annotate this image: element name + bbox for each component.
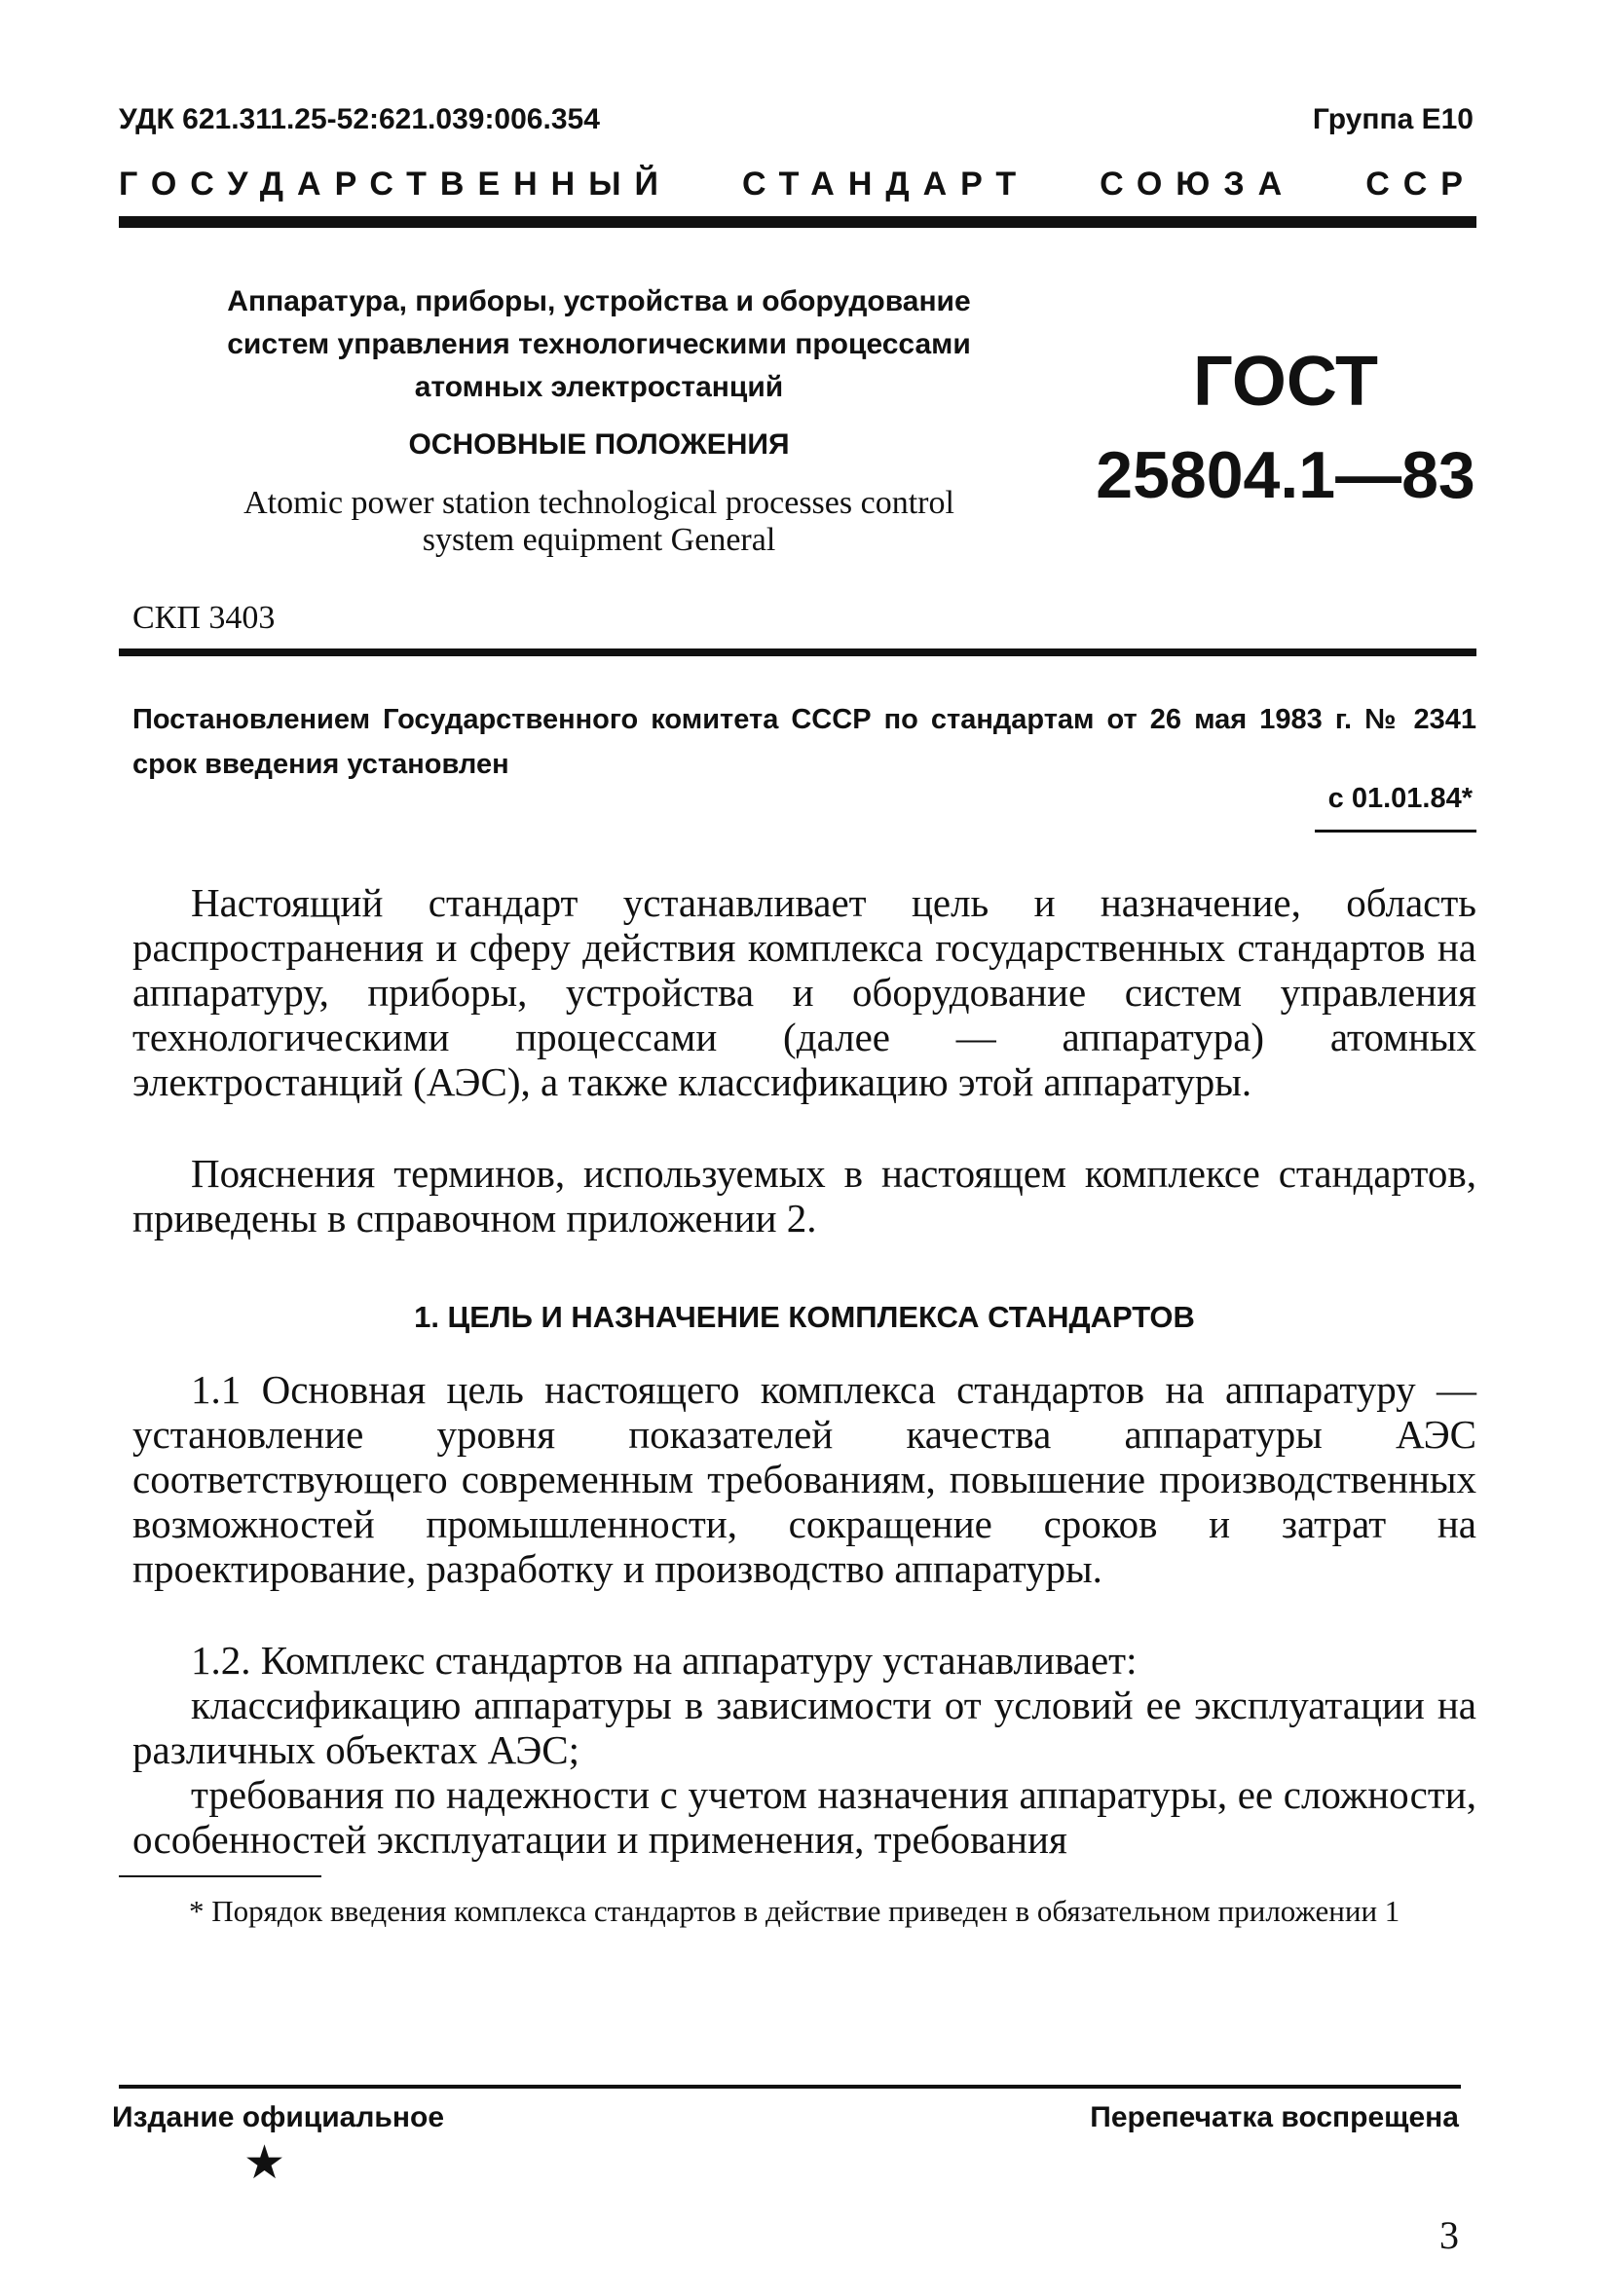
decree-text: Постановлением Государственного комитета СССР по стандартам от 26 мая 1983 г. № 2341 срок введения установлен (132, 704, 1476, 780)
title-russian (175, 280, 1023, 409)
title-en-line-2: system equipment General (422, 522, 776, 558)
group-code: Группа Е10 (1312, 103, 1474, 135)
footnote-divider (119, 1875, 321, 1877)
title-line-2: систем управления технологическими процессами (227, 328, 971, 360)
page-number: 3 (1439, 2213, 1459, 2257)
title-line-3: атомных электростанций (414, 371, 784, 403)
banner-word-1: ГОСУДАРСТВЕННЫЙ (119, 166, 672, 203)
title-line-1: Аппаратура, приборы, устройства и оборудование (227, 285, 971, 317)
gost-label: ГОСТ (1192, 343, 1379, 421)
reprint-note: Перепечатка воспрещена (1090, 2101, 1459, 2133)
skp-code: СКП 3403 (132, 600, 276, 636)
gost-number: 25804.1—83 (1096, 438, 1475, 512)
date-underline (1315, 830, 1476, 833)
paragraph-1-2-item-b: требования по надежности с учетом назначения аппаратуры, ее сложности, особенностей эксплуатации и применения, требования (132, 1772, 1476, 1862)
banner-word-2: СТАНДАРТ (741, 166, 1030, 203)
banner-word-3: СОЮЗА (1100, 166, 1296, 203)
paragraph-1-2: 1.2. Комплекс стандартов на аппаратуру устанавливает: (191, 1638, 1138, 1683)
paragraph-1-1: 1.1 Основная цель настоящего комплекса стандартов на аппаратуру — установление уровня показателей качества аппаратуры АЭС соответствующего современным требованиям, повышение производственных возможностей промышленности, сокращение сроков и затрат на проектирование, разработку и производство аппаратуры. (132, 1367, 1476, 1591)
paragraph-intro-1: Настоящий стандарт устанавливает цель и назначение, область распространения и сферу действия комплекса государственных стандартов на аппаратуру, приборы, устройства и оборудование систем управления технологическими процессами (далее — аппаратура) атомных электростанций (АЭС), а также классификацию этой аппаратуры. (132, 880, 1476, 1104)
udc-code: УДК 621.311.25-52:621.039:006.354 (119, 103, 600, 135)
state-standard-banner (119, 166, 1476, 204)
footnote: * Порядок введения комплекса стандартов в действие приведен в обязательном приложении 1 (189, 1894, 1400, 1928)
section-heading: 1. ЦЕЛЬ И НАЗНАЧЕНИЕ КОМПЛЕКСА СТАНДАРТОВ (414, 1300, 1195, 1334)
star-icon: ★ (243, 2137, 286, 2189)
paragraph-1-2-item-a: классификацию аппаратуры в зависимости от условий ее эксплуатации на различных объектах АЭС; (132, 1683, 1476, 1772)
subtitle-basic-provisions: ОСНОВНЫЕ ПОЛОЖЕНИЯ (408, 428, 790, 461)
edition-note: Издание официальное (112, 2101, 445, 2133)
title-english (156, 485, 1042, 559)
header-divider (119, 216, 1476, 228)
title-divider (119, 648, 1476, 656)
banner-word-4: ССР (1365, 166, 1476, 203)
title-en-line-1: Atomic power station technological processes control (243, 485, 954, 521)
paragraph-intro-2: Пояснения терминов, используемых в настоящем комплексе стандартов, приведены в справочном приложении 2. (132, 1151, 1476, 1241)
footer-divider (119, 2085, 1461, 2089)
introduction-date: с 01.01.84* (1327, 783, 1473, 814)
